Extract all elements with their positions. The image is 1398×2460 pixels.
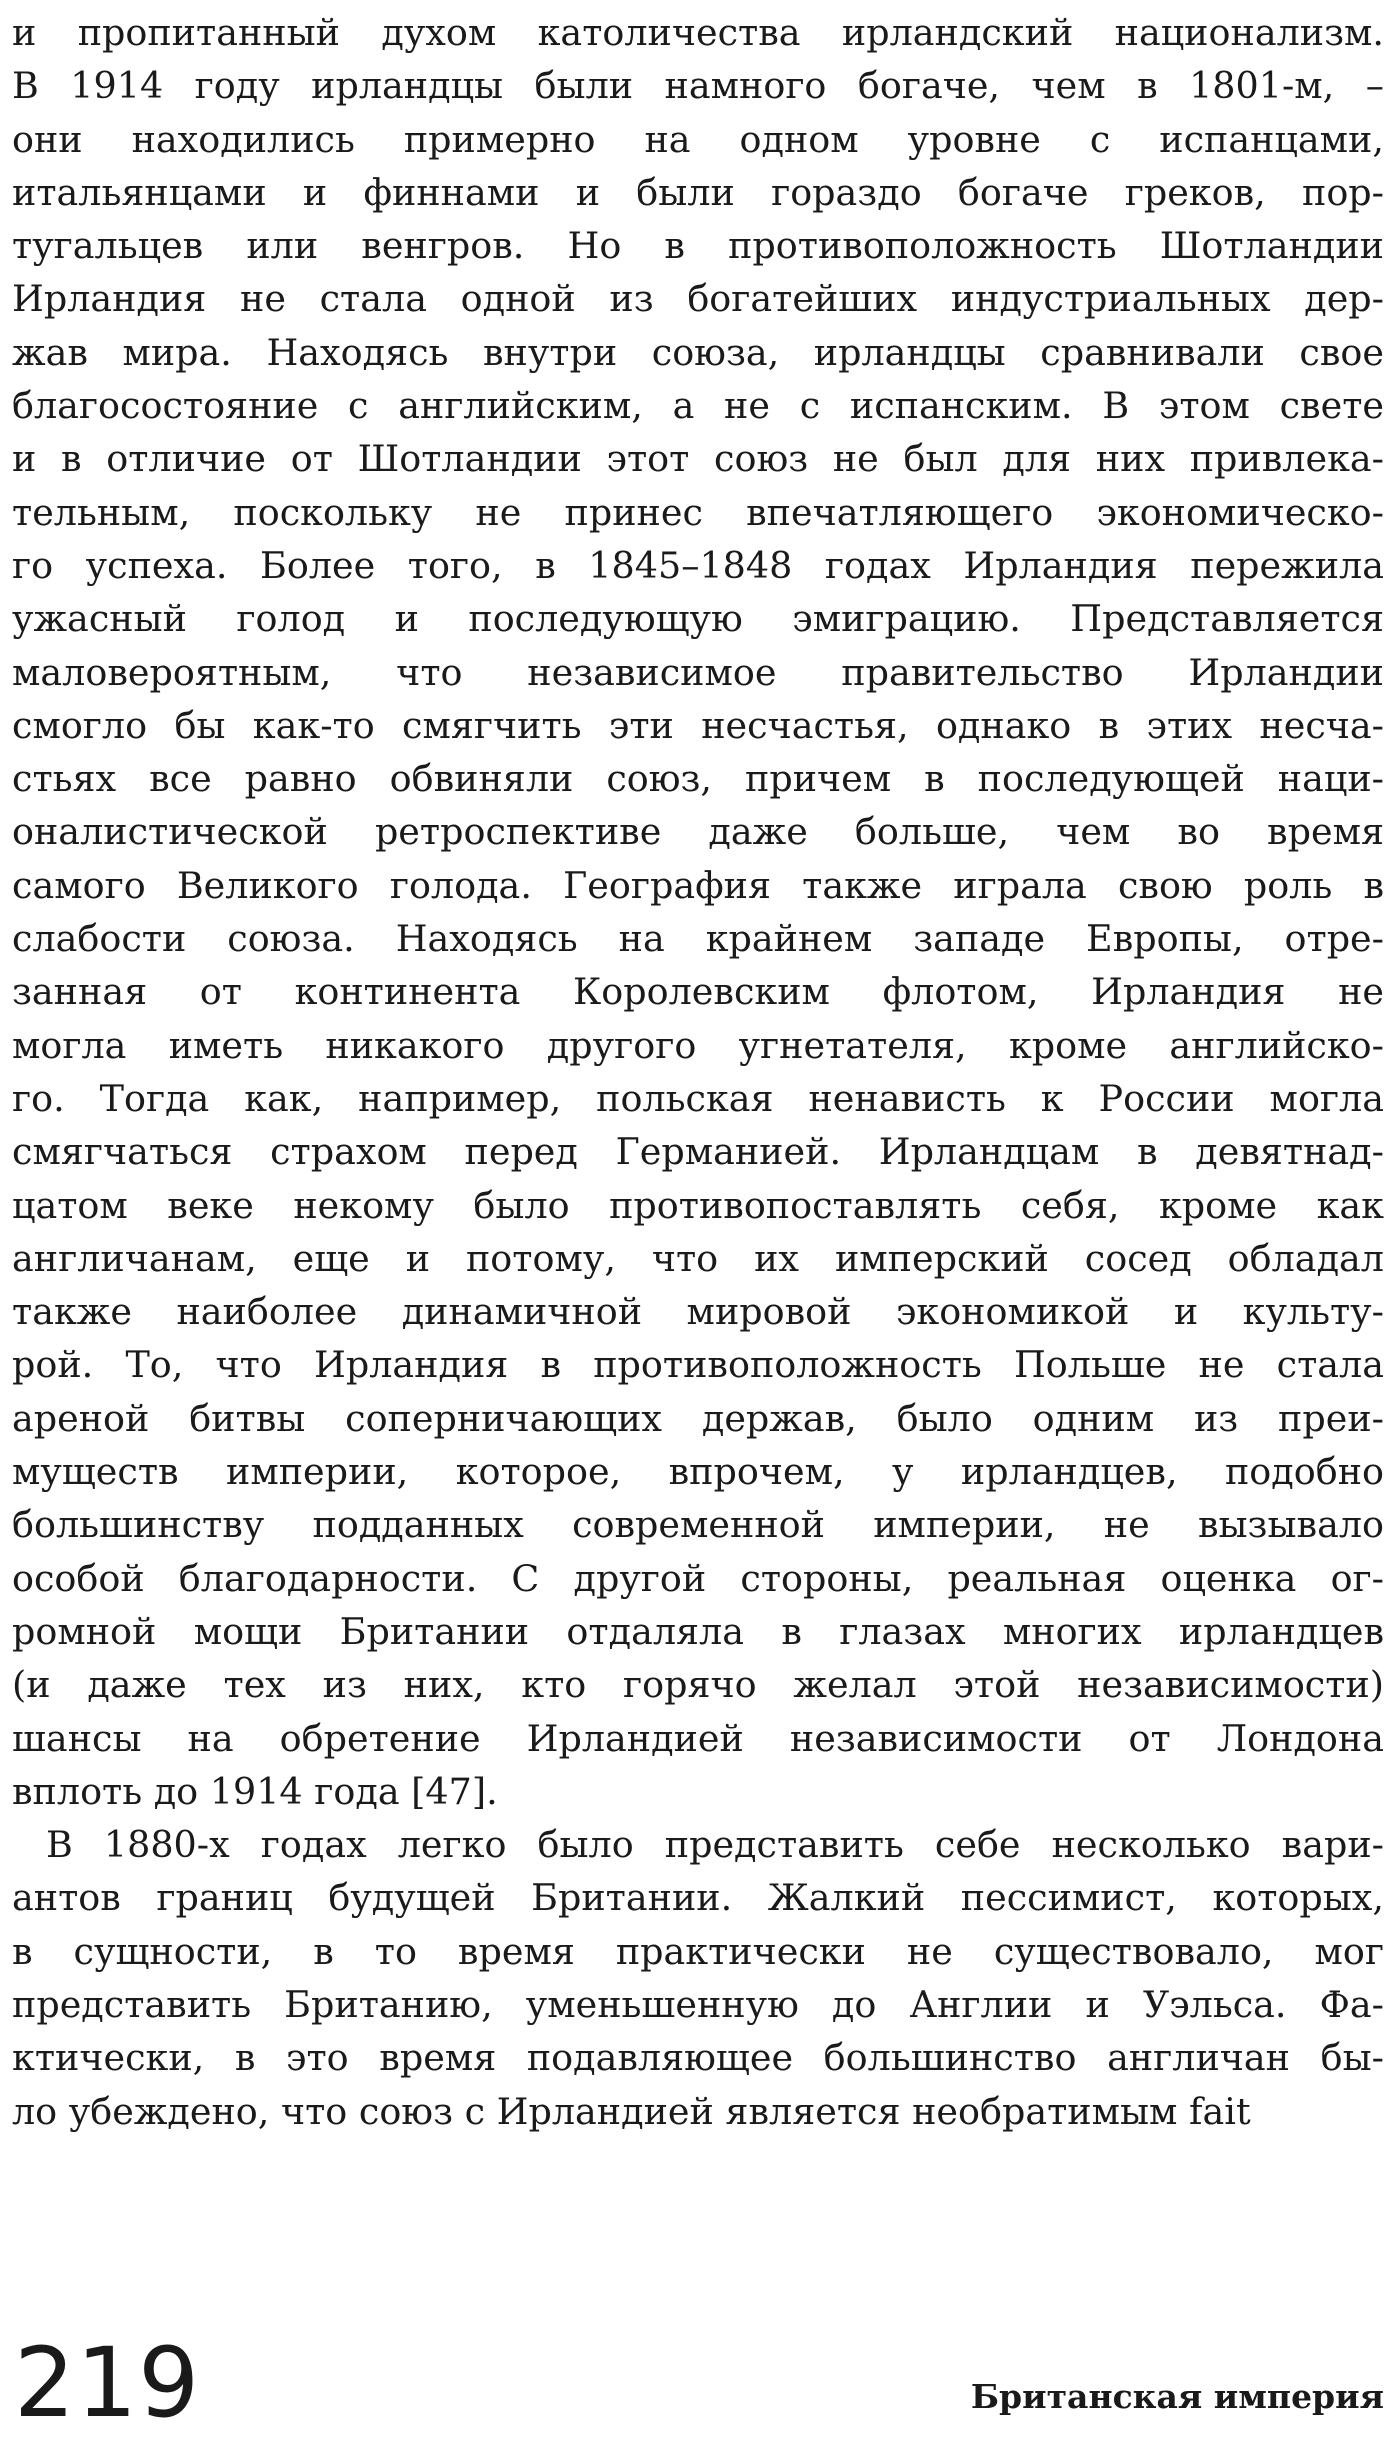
text-line: Ирландия не стала одной из богатейших индустриальных дер-	[12, 277, 1384, 321]
text-line: вплоть до 1914 года [47].	[12, 1769, 498, 1813]
text-line: слабости союза. Находясь на крайнем западе Европы, отре-	[12, 917, 1384, 961]
text-line: В 1880-х годах легко было представить себе несколько вари-	[46, 1823, 1384, 1867]
text-line: го успеха. Более того, в 1845–1848 годах Ирландия пережила	[12, 543, 1384, 587]
text-line: смягчаться страхом перед Германией. Ирландцам в девятнад-	[12, 1130, 1384, 1174]
text-line: цатом веке некому было противопоставлять себя, кроме как	[12, 1183, 1384, 1227]
text-line: маловероятным, что независимое правительство Ирландии	[12, 650, 1384, 694]
text-line: англичанам, еще и потому, что их имперский сосед обладал	[12, 1236, 1384, 1280]
text-line: рой. То, что Ирландия в противоположность Польше не стала	[12, 1343, 1384, 1387]
text-line: и пропитанный духом католичества ирландский национализм.	[12, 11, 1384, 54]
text-line: шансы на обретение Ирландией независимости от Лондона	[12, 1716, 1384, 1760]
text-line: ктически, в это время подавляющее большинство англичан бы-	[12, 2036, 1384, 2080]
text-line: в сущности, в то время практически не существовало, мог	[12, 1929, 1384, 1973]
text-line: смогло бы как-то смягчить эти несчастья, однако в этих несча-	[12, 703, 1384, 747]
text-line: и в отличие от Шотландии этот союз не был для них привлека-	[12, 437, 1384, 481]
body-text	[12, 6, 1384, 2138]
text-line: ромной мощи Британии отдаляла в глазах многих ирландцев	[12, 1609, 1384, 1653]
running-title: Британская империя	[970, 2377, 1384, 2416]
text-line: могла иметь никакого другого угнетателя, кроме английско-	[12, 1023, 1384, 1067]
text-line: жав мира. Находясь внутри союза, ирландцы сравнивали свое	[12, 330, 1384, 374]
text-line: итальянцами и финнами и были гораздо богаче греков, пор-	[12, 170, 1384, 214]
text-line: они находились примерно на одном уровне с испанцами,	[12, 117, 1384, 161]
text-line: благосостояние с английским, а не с испанским. В этом свете	[12, 384, 1384, 428]
text-line: антов границ будущей Британии. Жалкий пессимист, которых,	[12, 1876, 1384, 1920]
text-line: ло убеждено, что союз с Ирландией является необратимым fait	[12, 2089, 1251, 2133]
text-line: занная от континента Королевским флотом, Ирландия не	[12, 970, 1384, 1014]
text-line: тельным, поскольку не принес впечатляющего экономическо-	[12, 490, 1384, 534]
text-line: В 1914 году ирландцы были намного богаче, чем в 1801-м, –	[12, 64, 1384, 108]
text-line: также наиболее динамичной мировой экономикой и культу-	[12, 1290, 1384, 1334]
text-line: самого Великого голода. География также играла свою роль в	[12, 863, 1384, 907]
text-line: особой благодарности. С другой стороны, реальная оценка ог-	[12, 1556, 1384, 1600]
text-line: ужасный голод и последующую эмиграцию. Представляется	[12, 597, 1384, 641]
page-number: 219	[14, 2327, 201, 2439]
text-line: тугальцев или венгров. Но в противоположность Шотландии	[12, 224, 1384, 268]
text-line: оналистической ретроспективе даже больше, чем во время	[12, 810, 1384, 854]
text-line: ареной битвы соперничающих держав, было одним из преи-	[12, 1396, 1384, 1440]
text-line: стьях все равно обвиняли союз, причем в последующей наци-	[12, 757, 1384, 801]
text-line: представить Британию, уменьшенную до Англии и Уэльса. Фа-	[12, 1982, 1384, 2026]
text-line: муществ империи, которое, впрочем, у ирландцев, подобно	[12, 1450, 1384, 1494]
text-line: го. Тогда как, например, польская ненависть к России могла	[12, 1076, 1384, 1120]
text-line: большинству подданных современной империи, не вызывало	[12, 1503, 1384, 1547]
text-line: (и даже тех из них, кто горячо желал этой независимости)	[12, 1663, 1384, 1707]
